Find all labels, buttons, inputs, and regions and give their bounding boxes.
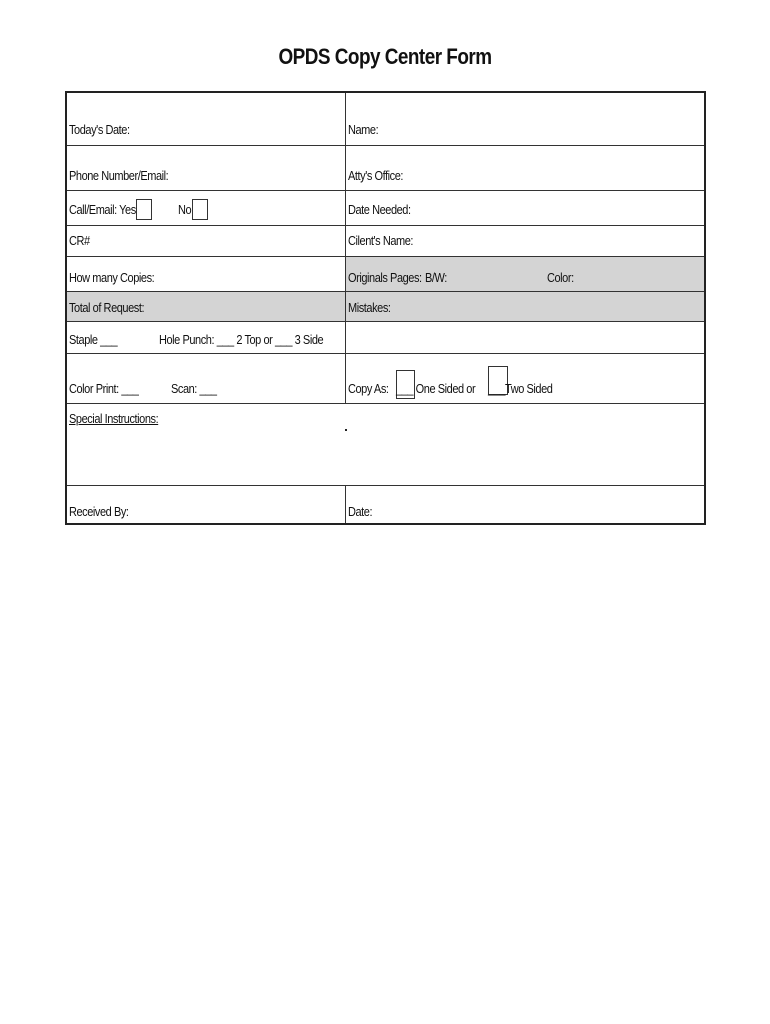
received-by-cell[interactable]: [67, 486, 346, 523]
scan-label: Scan: ___: [171, 382, 217, 396]
how-many-copies-label: How many Copies:: [69, 271, 155, 285]
name-cell[interactable]: [346, 93, 704, 145]
staple-punch-cell: [67, 322, 346, 353]
originals-pages-label: Originals Pages:: [348, 271, 422, 285]
row-date-name: [67, 93, 704, 146]
row-total-mistakes: [67, 292, 704, 322]
phone-email-label: Phone Number/Email:: [69, 169, 169, 183]
call-email-cell: [67, 191, 346, 225]
no-label: No: [178, 203, 192, 217]
total-request-cell[interactable]: [67, 292, 346, 321]
row-call-date-needed: [67, 191, 704, 226]
how-many-copies-cell[interactable]: [67, 257, 346, 291]
date-label: Date:: [348, 505, 373, 519]
cr-cell[interactable]: [67, 226, 346, 256]
originals-pages-cell[interactable]: [346, 257, 704, 291]
attys-office-label: Atty's Office:: [348, 169, 404, 183]
copy-as-label: Copy As:: [348, 382, 389, 396]
received-by-label: Received By:: [69, 505, 129, 519]
todays-date-cell[interactable]: [67, 93, 346, 145]
one-sided-label: ___ One Sided or: [396, 382, 476, 396]
color-label: Color:: [547, 271, 574, 285]
row-phone-office: [67, 146, 704, 191]
name-label: Name:: [348, 123, 379, 137]
hole-punch-label: Hole Punch: ___ 2 Top or ___ 3 Side: [159, 333, 324, 347]
row-color-copy-as: [67, 354, 704, 404]
phone-email-cell[interactable]: [67, 146, 346, 190]
row-special-instructions: [67, 404, 704, 486]
todays-date-label: Today's Date:: [69, 123, 130, 137]
stray-mark: [345, 429, 347, 431]
special-instructions-label: Special Instructions:: [69, 412, 159, 426]
color-print-label: Color Print: ___: [69, 382, 139, 396]
yes-checkbox[interactable]: [136, 199, 152, 220]
call-email-yes-label: Call/Email: Yes: [69, 203, 136, 217]
two-sided-label: ___Two Sided: [488, 382, 553, 396]
row-cr-client: [67, 226, 704, 257]
special-instructions-cell[interactable]: [67, 404, 704, 485]
mistakes-cell[interactable]: [346, 292, 704, 321]
cr-label: CR#: [69, 234, 90, 248]
no-checkbox[interactable]: [192, 199, 208, 220]
form-title: OPDS Copy Center Form: [278, 44, 492, 69]
mistakes-label: Mistakes:: [348, 301, 391, 315]
copy-center-form: [65, 91, 706, 525]
copy-as-cell: [346, 354, 704, 403]
color-scan-cell: [67, 354, 346, 403]
clients-name-label: Cilent's Name:: [348, 234, 414, 248]
row-staple-punch: [67, 322, 704, 354]
empty-cell: [346, 322, 704, 353]
clients-name-cell[interactable]: [346, 226, 704, 256]
date-cell[interactable]: [346, 486, 704, 523]
date-needed-label: Date Needed:: [348, 203, 411, 217]
total-request-label: Total of Request:: [69, 301, 145, 315]
row-received-date: [67, 486, 704, 523]
attys-office-cell[interactable]: [346, 146, 704, 190]
bw-label: B/W:: [425, 271, 447, 285]
row-copies-originals: [67, 257, 704, 292]
staple-label: Staple ___: [69, 333, 118, 347]
date-needed-cell[interactable]: [346, 191, 704, 225]
